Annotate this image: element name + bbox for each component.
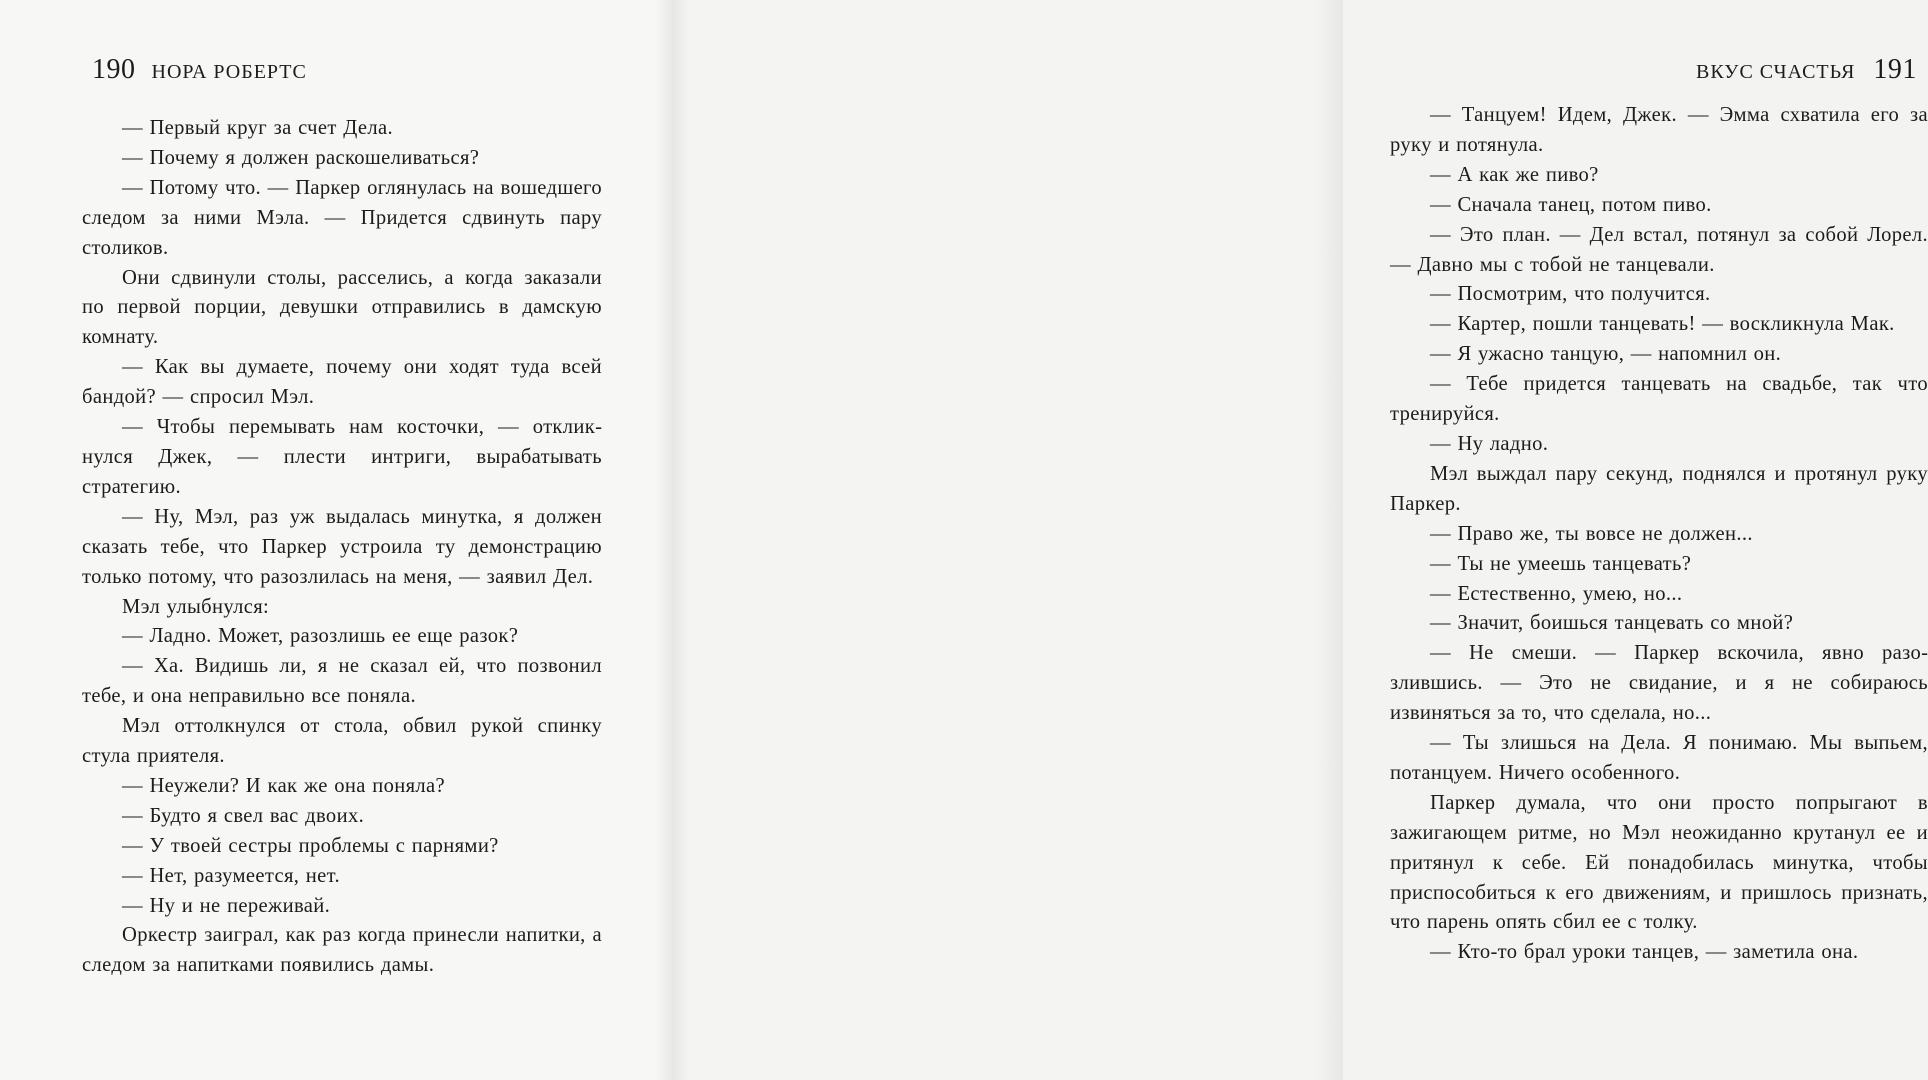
paragraph: Они сдвинули столы, расселись, а когда заказали по первой порции, девушки отправились в дамскую комнату. <box>82 266 602 349</box>
paragraph: Мэл улыбнулся: <box>122 595 270 618</box>
book-gutter-shadow <box>655 0 689 1080</box>
paragraph: — Нет, разумеется, нет. <box>122 864 340 887</box>
paragraph: — Кто-то брал уроки танцев, — заметила она. <box>1430 941 1859 964</box>
paragraph: — Посмотрим, что получится. <box>1430 283 1711 306</box>
left-page-text <box>82 114 602 981</box>
paragraph: — Как вы думаете, почему они ходят туда всей бандой? — спросил Мэл. <box>82 356 602 409</box>
paragraph: — Ну, Мэл, раз уж выдалась минутка, я должен сказать тебе, что Паркер устроила ту демонстрацию только потому, что разозлилась на меня, — заявил Дел. <box>82 505 602 588</box>
paragraph: — Ладно. Может, разозлишь ее еще разок? <box>122 625 519 648</box>
paragraph: — Будто я свел вас двоих. <box>122 804 365 827</box>
paragraph: — Картер, пошли танцевать! — воскликнула Мак. <box>1430 313 1895 336</box>
paragraph: — Право же, ты вовсе не должен... <box>1430 522 1753 545</box>
left-page-number: 190 <box>92 54 136 85</box>
paragraph: — Я ужасно танцую, — напомнил он. <box>1430 343 1782 366</box>
paragraph: — Значит, боишься танцевать со мной? <box>1430 612 1794 635</box>
paragraph: — Это план. — Дел встал, потянул за собой Лорел. — Давно мы с тобой не танцевали. <box>1390 223 1928 276</box>
paragraph: — Первый круг за счет Дела. <box>122 117 393 139</box>
paragraph: — Тебе придется танцевать на свадьбе, так что тренируйся. <box>1390 373 1928 426</box>
paragraph: — Потому что. — Паркер оглянулась на вошедшего следом за ними Мэла. — Придется сдвинуть пару столиков. <box>82 176 602 259</box>
page-edge-shadow <box>1313 0 1343 1080</box>
paragraph: Мэл оттолкнулся от стола, обвил рукой спинку стула приятеля. <box>82 715 602 768</box>
paragraph: — Ну ладно. <box>1430 432 1549 455</box>
paragraph: Оркестр заиграл, как раз когда принесли напитки, а следом за напитками появились дамы. <box>82 924 602 977</box>
right-page <box>672 0 1928 1080</box>
left-running-head: НОРА РОБЕРТС <box>151 61 307 83</box>
paragraph: — Естественно, умею, но... <box>1430 582 1683 605</box>
right-page-text <box>1390 101 1928 968</box>
right-running-head: ВКУС СЧАСТЬЯ <box>1696 61 1856 83</box>
paragraph: — А как же пиво? <box>1430 163 1599 186</box>
paragraph: — Чтобы перемывать нам косточки, — откликнулся Джек, — плести интриги, вырабатывать стратегию. <box>82 416 602 498</box>
paragraph: Паркер думала, что они просто попрыгают в зажигающем ритме, но Мэл неожиданно крутанул ее и притянул к себе. Ей понадобилась минутка, чтобы приспособиться к его движениям, и пришлось признать, что парень опять сбил ее с толку. <box>1390 791 1928 934</box>
left-page-header <box>92 54 307 86</box>
paragraph: — У твоей сестры проблемы с парнями? <box>122 834 499 857</box>
paragraph: Мэл выждал пару секунд, поднялся и протянул руку Паркер. <box>1390 462 1928 515</box>
paragraph: — Ты злишься на Дела. Я понимаю. Мы выпьем, потанцуем. Ничего особенного. <box>1390 732 1928 784</box>
paragraph: — Почему я должен раскошеливаться? <box>122 146 480 169</box>
paragraph: — Ты не умеешь танцевать? <box>1430 552 1692 575</box>
paragraph: — Не смеши. — Паркер вскочила, явно разозлившись. — Это не свидание, и я не собираюсь извиняться за то, что сделала, но... <box>1390 642 1928 725</box>
paragraph: — Неужели? И как же она поняла? <box>122 774 446 797</box>
left-page <box>0 0 672 1080</box>
paragraph: — Ха. Видишь ли, я не сказал ей, что позвонил тебе, и она неправильно все поняла. <box>82 655 602 708</box>
paragraph: — Танцуем! Идем, Джек. — Эмма схватила его за руку и потянула. <box>1390 104 1928 156</box>
right-page-number: 191 <box>1873 54 1917 85</box>
paragraph: — Ну и не переживай. <box>122 894 331 917</box>
right-page-header <box>1696 54 1917 86</box>
paragraph: — Сначала танец, потом пиво. <box>1430 193 1712 216</box>
